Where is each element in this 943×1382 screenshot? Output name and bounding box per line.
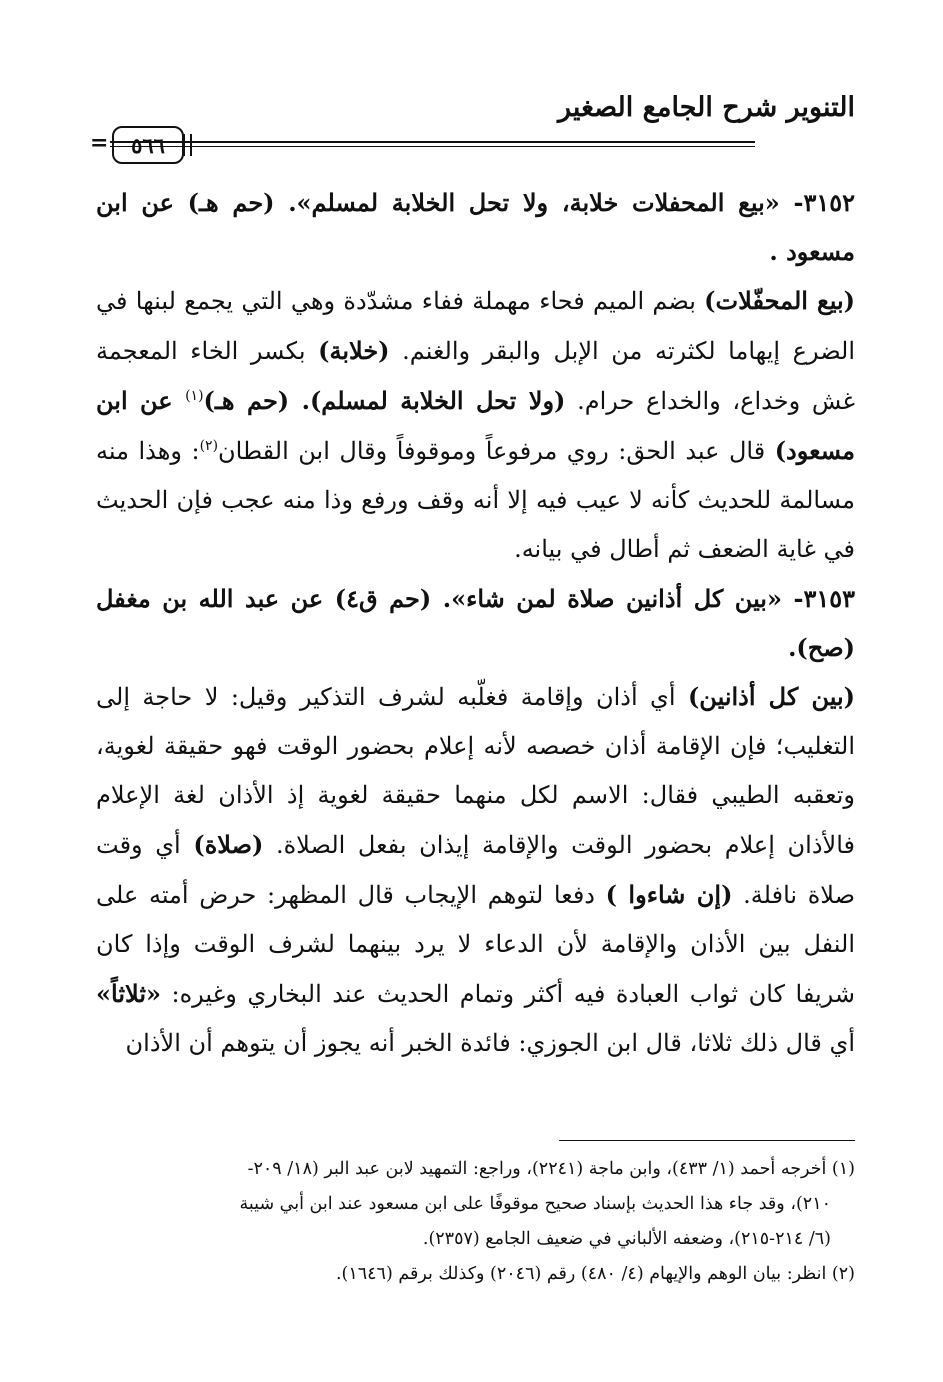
header-edge-mark: = [90, 130, 109, 156]
commentary-text: قال عبد الحق: روي مرفوعاً وموقوفاً وقال ابن القطان [218, 437, 775, 465]
commentary-term: (ولا تحل الخلابة لمسلم). (حم هـ) [203, 386, 566, 415]
header-rule-thin [110, 146, 755, 147]
header-rule [110, 141, 755, 143]
commentary-text: أي وقت صلاة نافلة. [96, 831, 856, 909]
commentary-text: بكسر الخاء المعجمة غش وخداع، والخداع حرام. [96, 337, 856, 415]
commentary-term: (خلابة) [318, 336, 390, 365]
commentary-text: دفعا لتوهم الإيجاب قال المظهر: حرض أمته على النفل بين الأذان والإقامة لأن الدعاء لا يرد بينهما لشرف الوقت وإذا كان شريفا كان ثواب العبادة فيه أكثر وتمام الحديث عند البخاري وغيره: [96, 881, 855, 1008]
commentary-term: (صلاة) [193, 830, 264, 859]
commentary-text: أي قال ذلك ثلاثا، قال ابن الجوزي: فائدة الخبر أنه يجوز أن يتوهم أن الأذان [125, 1029, 855, 1057]
book-title: التنوير شرح الجامع الصغير [558, 92, 855, 123]
footnote-1-line-2: ٢١٠)، وقد جاء هذا الحديث بإسناد صحيح موقوفًا على ابن مسعود عند ابن أبي شيبة [239, 1194, 831, 1214]
main-text [96, 178, 855, 1068]
footnote-1-line-1: (١) أخرجه أحمد (١/ ٤٣٣)، وابن ماجة (٢٢٤١)، وراجع: التمهيد لابن عبد البر (١٨/ ٢٠٩- [247, 1159, 855, 1179]
commentary-term: عن ابن مسعود) [96, 386, 855, 465]
hadith-3152: ٣١٥٢- «بيع المحفلات خلابة، ولا تحل الخلابة لمسلم». (حم هـ) عن ابن مسعود . [96, 188, 855, 266]
commentary-term: (بيع المحفّلات) [704, 286, 855, 315]
footnote-2: (٢) انظر: بيان الوهم والإيهام (٤/ ٤٨٠) رقم (٢٠٤٦) وكذلك برقم (١٦٤٦). [335, 1264, 855, 1284]
running-header [90, 92, 855, 172]
commentary-term: (إن شاءوا ) [605, 880, 733, 909]
commentary-term: «ثلاثاً» [96, 979, 161, 1008]
commentary-3152 [96, 276, 855, 574]
commentary-text: أي أذان وإقامة فغلّبه لشرف التذكير وقيل: لا حاجة إلى التغليب؛ فإن الإقامة أذان خصصه لأنه إعلام بحضور الوقت فهو حقيقة لغوية، وتعقبه الطيبي فقال: الاسم لكل منهما حقيقة لغوية إذ الأذان لغة الإعلام فالأذان إعلام بحضور الوقت والإقامة إيذان بفعل الصلاة. [96, 683, 856, 859]
footnote-separator [559, 1140, 855, 1141]
footnote-ref-2[interactable]: (٢) [199, 438, 219, 454]
page-number: ٥٦٦ [112, 126, 184, 164]
commentary-3153 [96, 672, 855, 1068]
footnote-1-line-3: (٦/ ٢١٤-٢١٥)، وضعفه الألباني في ضعيف الجامع (٢٣٥٧). [422, 1229, 831, 1249]
commentary-term: (بين كل أذانين) [687, 682, 855, 711]
footnotes [96, 1152, 855, 1292]
footnote-ref-1[interactable]: (١) [185, 388, 204, 404]
hadith-3153: ٣١٥٣- «بين كل أذانين صلاة لمن شاء». (حم ق٤) عن عبد الله بن مغفل (صح). [96, 584, 856, 662]
commentary-text: بضم الميم فحاء مهملة ففاء مشدّدة وهي التي يجمع لبنها في الضرع إيهاما لكثرته من الإبل والبقر والغنم. [96, 287, 855, 365]
commentary-text: : وهذا منه مسالمة للحديث كأنه لا عيب فيه إلا أنه وقف ورفع وذا منه عجب فإن الحديث في غاية الضعف ثم أطال في بيانه. [96, 437, 855, 563]
